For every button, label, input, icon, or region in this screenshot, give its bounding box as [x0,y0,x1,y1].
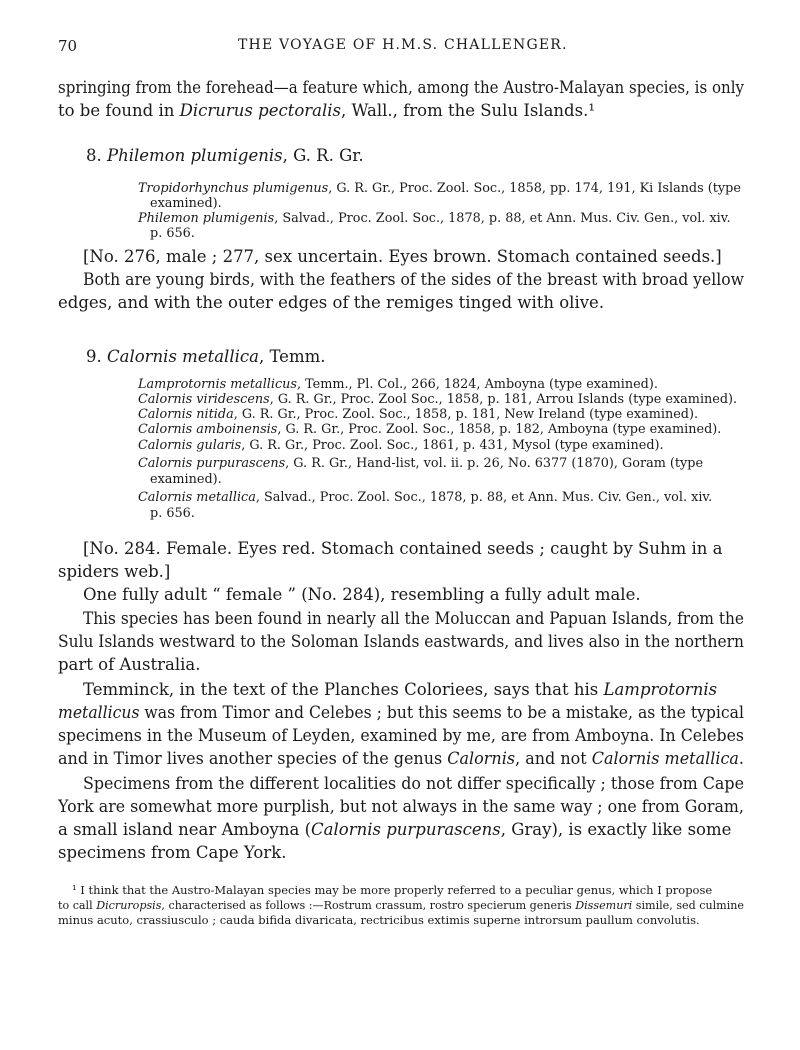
synonym-ref: , G. R. Gr., Hand-list, vol. ii. p. 26, No. 6377 (1870), Goram (type [285,456,704,471]
text-span: simile, sed culmine [632,898,745,912]
synonym-ref: , G. R. Gr., Proc. Zool Soc., 1858, p. 181, Arrou Islands (type examined). [269,392,738,407]
text-line: spiders web.] [58,562,171,581]
species-name: Philemon plumigenis [107,146,283,165]
synonym-name: Calornis metallica [138,490,256,505]
synonym-line [138,392,737,407]
text-span: a small island near Amboyna ( [58,820,312,839]
specimen-note: [No. 284. Female. Eyes red. Stomach contained seeds ; caught by Suhm in a [83,539,723,558]
species-name: Calornis metallica [107,347,259,366]
text-span: , Gray), is exactly like some [500,820,732,839]
text-span: . [738,749,745,768]
genus-name: Dicruropsis [96,898,162,912]
footnote-line [58,898,744,912]
synonym-cont: p. 656. [150,506,195,521]
text-span: Temminck, in the text of the Planches Coloriees, says that his [83,680,604,699]
footnote-line: minus acuto, crassiusculo ; cauda bifida divaricata, rectricibus extimis superne introrsum paullum convolutis. [58,913,700,927]
synonym-name: Lamprotornis metallicus [138,377,297,392]
text-line [58,101,595,120]
species-name: metallicus [58,703,140,722]
synonym-ref: , Salvad., Proc. Zool. Soc., 1878, p. 88, et Ann. Mus. Civ. Gen., vol. xiv. [274,211,731,226]
text-line: Sulu Islands westward to the Soloman Islands eastwards, and lives also in the northern [58,632,744,651]
text-span: , and not [515,749,592,768]
text-line: springing from the forehead—a feature which, among the Austro-Malayan species, is only [58,78,745,97]
species-number: 9. [86,347,102,366]
species-name: Lamprotornis [603,680,718,699]
synonym-ref: , G. R. Gr., Proc. Zool. Soc., 1858, pp. 174, 191, Ki Islands (type [328,181,741,196]
synonym-line [138,456,703,471]
text-line: specimens in the Museum of Leyden, examined by me, are from Amboyna. In Celebes [58,726,744,745]
text-line: York are somewhat more purplish, but not always in the same way ; one from Goram, [58,797,744,816]
text-line: This species has been found in nearly all the Moluccan and Papuan Islands, from the [83,609,744,628]
text-span: , characterised as follows :—Rostrum crassum, rostro specierum generis [161,898,576,912]
text-line: edges, and with the outer edges of the remiges tinged with olive. [58,293,605,312]
synonym-line [138,490,712,505]
text-line [58,703,744,722]
text-span: and in Timor lives another species of the genus [58,749,448,768]
synonym-name: Calornis amboinensis [138,422,278,437]
synonym-line [138,181,741,196]
running-title: THE VOYAGE OF H.M.S. CHALLENGER. [238,37,568,53]
text-span: , Wall., from the Sulu Islands.¹ [341,101,595,120]
synonym-line [138,407,698,422]
species-authority: , Temm. [258,347,326,366]
species-name: Dicrurus pectoralis [179,101,342,120]
species-number: 8. [86,146,102,165]
page-number: 70 [58,37,78,55]
synonym-line [138,422,721,437]
footnote-line: ¹ I think that the Austro-Malayan species may be more properly referred to a peculiar genus, which I propose [72,883,713,897]
text-span: was from Timor and Celebes ; but this seems to be a mistake, as the typical [139,703,744,722]
text-span: to be found in [58,101,180,120]
species-name: Calornis metallica [591,749,739,768]
species-name: Calornis purpurascens [311,820,501,839]
text-line [83,680,717,699]
synonym-name: Calornis purpurascens [138,456,286,471]
synonym-name: Calornis nitida [138,407,234,422]
text-line: Both are young birds, with the feathers of the sides of the breast with broad yellow [83,270,744,289]
synonym-line [138,377,658,392]
synonym-ref: , Salvad., Proc. Zool. Soc., 1878, p. 88, et Ann. Mus. Civ. Gen., vol. xiv. [255,490,713,505]
synonym-cont: examined). [150,196,222,211]
synonym-cont: p. 656. [150,226,195,241]
species-heading [86,146,364,165]
synonym-line [138,211,731,226]
text-line [58,820,731,839]
text-line: Specimens from the different localities do not differ specifically ; those from Cape [83,774,744,793]
synonym-name: Calornis gularis [138,438,242,453]
synonym-cont: examined). [150,472,222,487]
synonym-line [138,438,664,453]
synonym-name: Calornis viridescens [138,392,270,407]
text-line: One fully adult “ female ” (No. 284), resembling a fully adult male. [83,585,641,604]
text-span: to call [58,898,97,912]
species-name: Calornis [447,749,516,768]
species-heading [86,347,325,366]
species-authority: , G. R. Gr. [282,146,364,165]
genus-name: Dissemuri [575,898,633,912]
synonym-name: Tropidorhynchus plumigenus [138,181,329,196]
synonym-name: Philemon plumigenis [138,211,275,226]
text-line: part of Australia. [58,655,201,674]
specimen-note: [No. 276, male ; 277, sex uncertain. Eyes brown. Stomach contained seeds.] [83,247,722,266]
text-line [58,749,744,768]
synonym-ref: , Temm., Pl. Col., 266, 1824, Amboyna (type examined). [296,377,658,392]
synonym-ref: , G. R. Gr., Proc. Zool. Soc., 1858, p. 181, New Ireland (type examined). [233,407,699,422]
synonym-ref: , G. R. Gr., Proc. Zool. Soc., 1861, p. 431, Mysol (type examined). [241,438,664,453]
text-line: specimens from Cape York. [58,843,287,862]
synonym-ref: , G. R. Gr., Proc. Zool. Soc., 1858, p. 182, Amboyna (type examined). [277,422,722,437]
